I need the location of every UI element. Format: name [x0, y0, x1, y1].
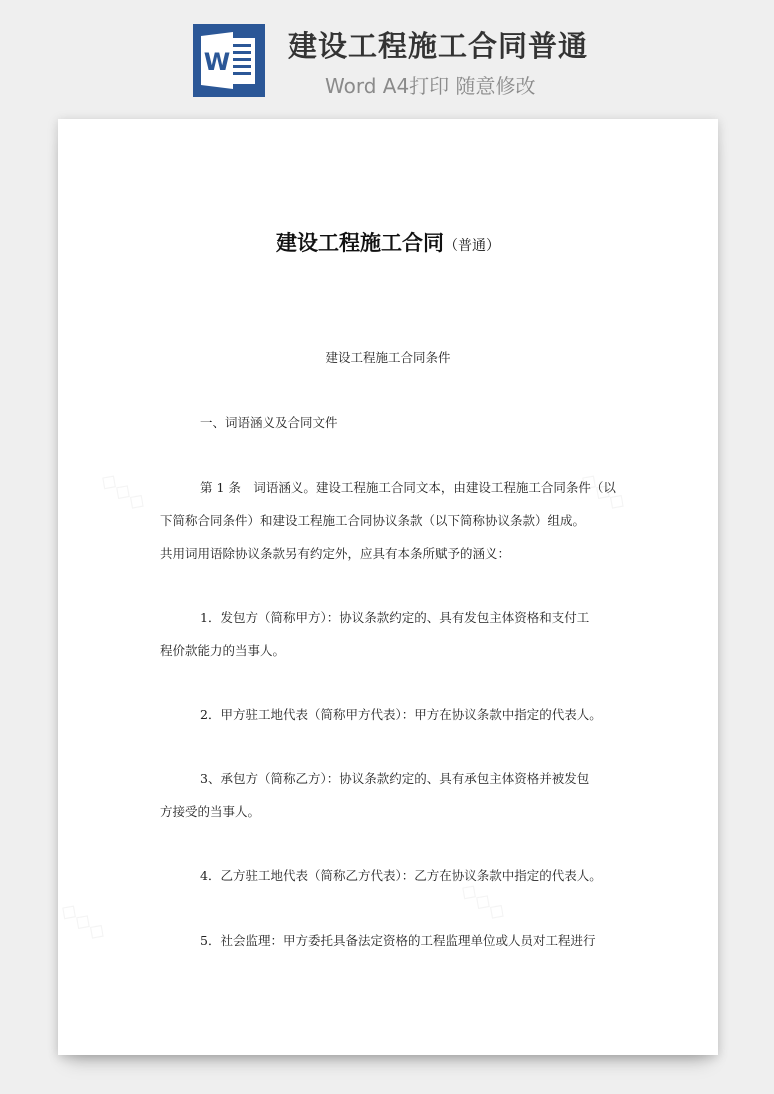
document-title-suffix: （普通）	[444, 238, 500, 254]
word-icon-letter: W	[203, 48, 231, 76]
body-line: 方接受的当事人。	[160, 804, 261, 819]
section-heading: 建设工程施工合同条件	[325, 350, 451, 365]
part-heading: 一、词语涵义及合同文件	[200, 415, 338, 430]
watermark	[95, 467, 151, 517]
document-title-main: 建设工程施工合同	[276, 231, 444, 255]
body-line: 程价款能力的当事人。	[160, 643, 286, 658]
watermark	[455, 877, 511, 927]
header-subtitle: Word A4打印 随意修改	[325, 74, 536, 98]
body-line: 3、承包方（简称乙方）：协议条款约定的、具有承包主体资格并被发包	[200, 771, 590, 786]
body-line: 第 1 条 词语涵义。建设工程施工合同文本，由建设工程施工合同条件（以	[200, 480, 616, 495]
watermark	[58, 897, 111, 947]
body-line: 1．发包方（简称甲方）：协议条款约定的、具有发包主体资格和支付工	[200, 610, 590, 625]
header	[0, 0, 774, 110]
body-line: 4．乙方驻工地代表（简称乙方代表）：乙方在协议条款中指定的代表人。	[200, 868, 602, 883]
body-line: 共用词用语除协议条款另有约定外，应具有本条所赋予的涵义：	[160, 546, 511, 561]
body-line: 下简称合同条件）和建设工程施工合同协议条款（以下简称协议条款）组成。	[160, 513, 586, 528]
body-line: 5．社会监理：甲方委托具备法定资格的工程监理单位或人员对工程进行	[200, 933, 596, 948]
document-page	[58, 119, 718, 1055]
document-title	[58, 227, 718, 257]
word-icon	[193, 24, 265, 97]
body-line: 2．甲方驻工地代表（简称甲方代表）：甲方在协议条款中指定的代表人。	[200, 707, 602, 722]
header-title: 建设工程施工合同普通	[288, 29, 589, 63]
